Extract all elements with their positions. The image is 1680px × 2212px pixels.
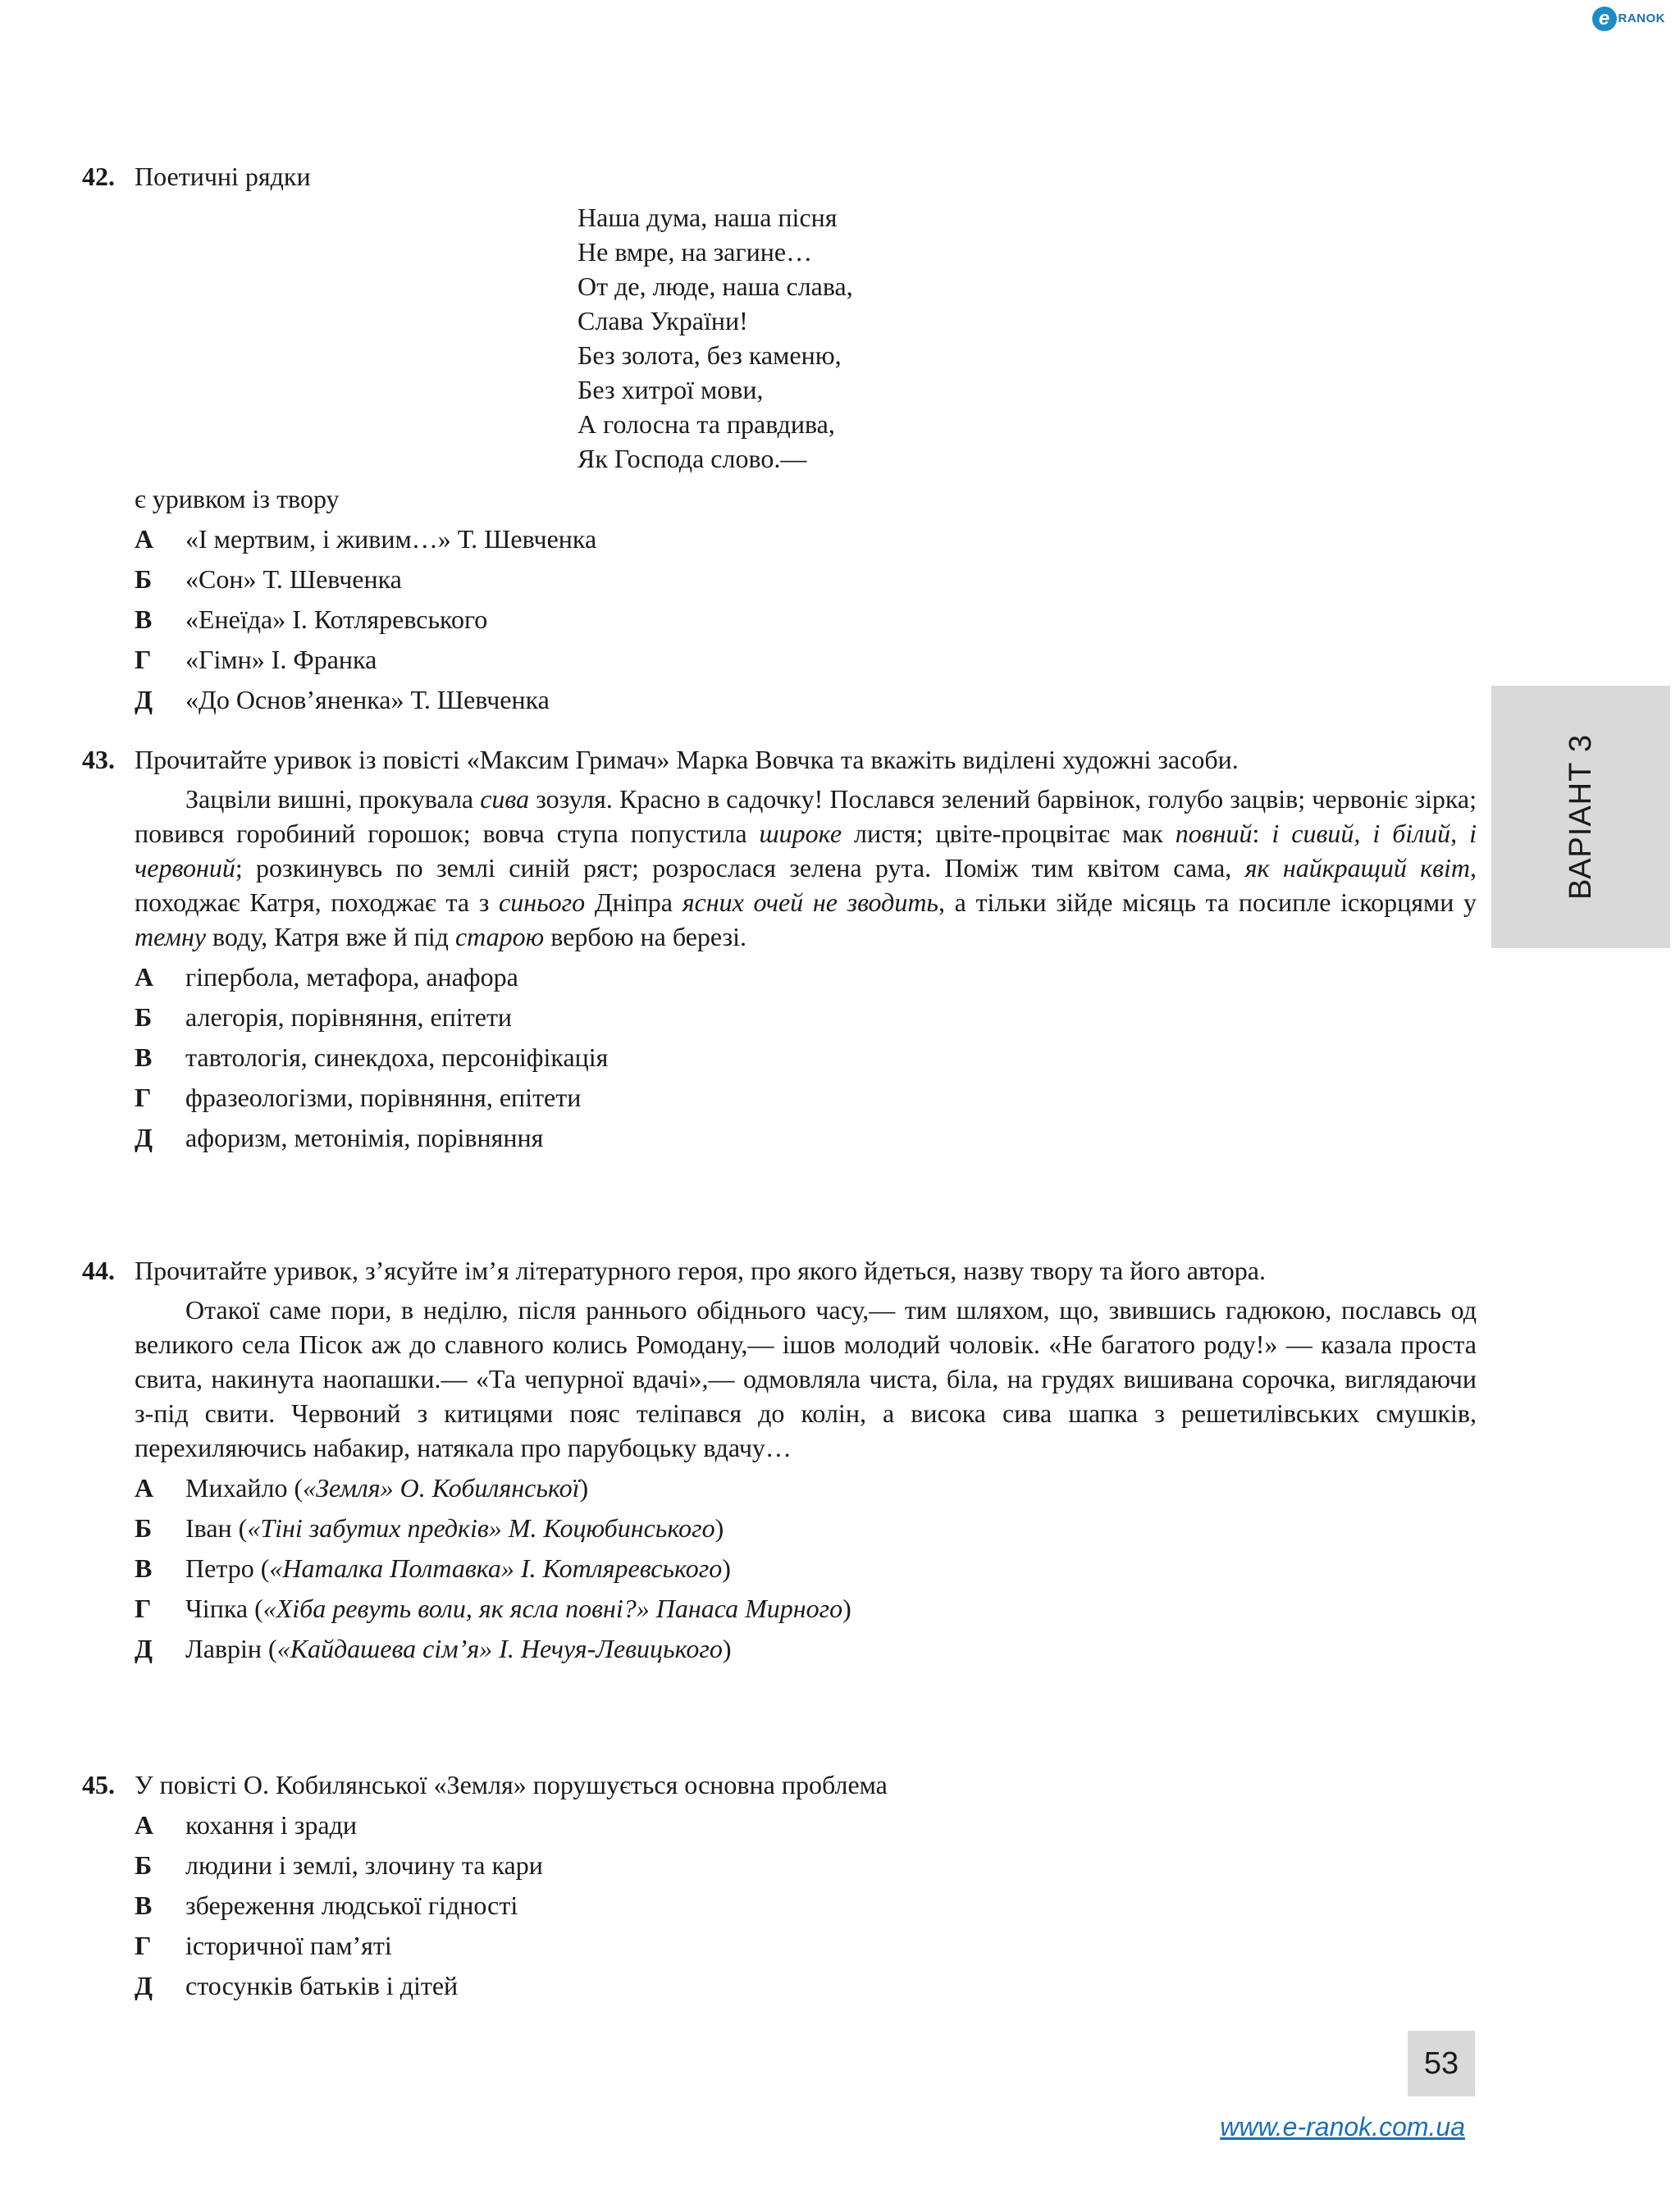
question-number: 43. [82, 745, 115, 774]
answer-option-d[interactable] [135, 682, 1477, 717]
answer-option-h[interactable] [135, 1080, 1477, 1115]
question-text: Прочитайте уривок, з’ясуйте ім’я літературного героя, про якого йдеться, назву твору та його автора. [135, 1256, 1266, 1285]
answer-option-v[interactable] [135, 1040, 1477, 1074]
text-excerpt: Зацвіли вишні, прокувала сива зозуля. Красно в садочку! Послався зелений барвінок, голубо зацвів; червоніє зірка; повився горобиний горошок; вовча ступа попустила широке листя; цвіте-процвітає мак повний: і сивий, і білий, і червоний; розкинувсь по землі синій ряст; розрослася зелена рута. Поміж тим квітом сама, як найкращий квіт, походжає Катря, походжає та з синього Дніпра ясних очей не зводить, а тільки зійде місяць та посипле іскорцями у темну воду, Катря вже й під старою вербою на березі. [135, 784, 1477, 951]
option-letter: А [135, 1810, 154, 1840]
option-letter: А [135, 1473, 154, 1503]
poem [578, 200, 1477, 476]
question-text: Прочитайте уривок із повісті «Максим Гримач» Марка Вовчка та вкажіть виділені художні засоби. [135, 745, 1239, 774]
option-letter: В [135, 1890, 153, 1920]
option-letter: Б [135, 564, 153, 594]
answer-option-h[interactable] [135, 1591, 1477, 1626]
option-text: фразеологізми, порівняння, епітети [185, 1083, 582, 1112]
question-45 [82, 1767, 1477, 2003]
option-text: «І мертвим, і живим…» Т. Шевченка [185, 524, 597, 554]
page-number: 53 [1408, 2031, 1475, 2096]
option-letter: Д [135, 1123, 153, 1152]
question-text: Поетичні рядки [135, 162, 311, 191]
website-link[interactable]: www.e-ranok.com.ua [1220, 2112, 1465, 2141]
option-text: історичної пам’яті [185, 1931, 392, 1960]
answer-option-d[interactable] [135, 1631, 1477, 1666]
highlighted-word: ясних очей не зводить [682, 887, 938, 917]
option-text: «Сон» Т. Шевченка [185, 564, 402, 594]
option-text: Іван («Тіні забутих предків» М. Коцюбинського) [185, 1513, 724, 1543]
option-text: алегорія, порівняння, епітети [185, 1002, 513, 1032]
answer-option-v[interactable] [135, 1551, 1477, 1585]
logo-text: RANOK [1618, 11, 1665, 25]
option-letter: Г [135, 645, 152, 674]
highlighted-word: як найкращий квіт [1244, 853, 1471, 883]
question-44 [82, 1253, 1477, 1666]
variant-label: ВАРІАНТ 3 [1564, 733, 1598, 901]
answer-option-b[interactable] [135, 1511, 1477, 1545]
option-letter: Д [135, 1634, 153, 1663]
option-text: людини і землі, злочину та кари [185, 1850, 543, 1880]
option-text: Михайло («Земля» О. Кобилянської) [185, 1473, 589, 1503]
answer-option-h[interactable] [135, 642, 1477, 677]
variant-tab [1491, 686, 1670, 948]
answer-option-a[interactable] [135, 1471, 1477, 1505]
question-tail: є уривком із твору [135, 484, 340, 513]
option-text: стосунків батьків і дітей [185, 1971, 459, 2000]
option-letter: Г [135, 1594, 152, 1623]
poem-line: Без хитрої мови, [578, 375, 764, 404]
highlighted-word: старою [454, 922, 545, 951]
option-text: афоризм, метонімія, порівняння [185, 1123, 544, 1152]
option-letter: Б [135, 1850, 153, 1880]
option-text: Петро («Наталка Полтавка» І. Котляревського) [185, 1553, 731, 1583]
option-letter: А [135, 962, 154, 992]
option-text: збереження людської гідності [185, 1890, 518, 1920]
poem-line: Наша дума, наша пісня [578, 203, 838, 232]
poem-line: От де, люде, наша слава, [578, 271, 853, 301]
question-number: 45. [82, 1770, 115, 1799]
highlighted-word: темну [135, 922, 207, 951]
option-letter: Б [135, 1513, 153, 1543]
option-text: Лаврін («Кайдашева сім’я» І. Нечуя-Левицького) [185, 1634, 732, 1663]
answer-option-a[interactable] [135, 522, 1477, 556]
option-text: «Енеїда» І. Котляревського [185, 604, 488, 634]
answer-option-b[interactable] [135, 562, 1477, 596]
highlighted-word: повний [1175, 819, 1253, 848]
publisher-logo [1592, 2, 1666, 36]
answer-option-b[interactable] [135, 1000, 1477, 1034]
option-text: Чіпка («Хіба ревуть воли, як ясла повні?» Панаса Мирного) [185, 1594, 851, 1623]
option-letter: В [135, 1553, 153, 1583]
answer-option-h[interactable] [135, 1928, 1477, 1963]
highlighted-word: сива [480, 784, 530, 814]
answer-option-b[interactable] [135, 1848, 1477, 1882]
poem-line: А голосна та правдива, [578, 409, 835, 439]
option-text: «До Основ’яненка» Т. Шевченка [185, 685, 550, 714]
question-42 [82, 159, 1477, 717]
option-text: гіпербола, метафора, анафора [185, 962, 518, 992]
option-letter: Г [135, 1931, 152, 1960]
option-letter: В [135, 604, 153, 634]
logo-e-icon: e [1592, 7, 1617, 31]
option-letter: А [135, 524, 154, 554]
poem-line: Слава України! [578, 306, 748, 335]
poem-line: Без золота, без каменю, [578, 340, 842, 370]
answer-option-v[interactable] [135, 602, 1477, 636]
highlighted-word: широке [759, 819, 842, 848]
poem-line: Не вмре, на загине… [578, 237, 813, 267]
answer-option-d[interactable] [135, 1120, 1477, 1155]
poem-line: Як Господа слово.— [578, 444, 807, 473]
answer-option-d[interactable] [135, 1968, 1477, 2003]
highlighted-word: і сивий, і білий, і червоний [135, 819, 1477, 883]
text-excerpt: Отакої саме пори, в неділю, після раннього обіднього часу,— тим шляхом, що, звившись гадюкою, пославсь од великого села Пісок аж до славного колись Ромодану,— ішов молодий чоловік. «Не багатого роду!» — казала проста свита, накинута наопашки.— «Та чепурної вдачі»,— одмовляла чиста, біла, на грудях вишивана сорочка, виглядаючи з-під свити. Червоний з китицями пояс теліпався до колін, а висока сива шапка з решетилівських смушків, перехиляючись набакир, натякала про парубоцьку вдачу… [135, 1295, 1477, 1462]
option-text: кохання і зради [185, 1810, 358, 1840]
question-number: 44. [82, 1256, 115, 1285]
question-text: У повісті О. Кобилянської «Земля» порушується основна проблема [135, 1770, 888, 1799]
option-text: «Гімн» І. Франка [185, 645, 377, 674]
answer-option-a[interactable] [135, 1808, 1477, 1842]
option-letter: Д [135, 1971, 153, 2000]
option-letter: Б [135, 1002, 153, 1032]
option-letter: В [135, 1042, 153, 1072]
highlighted-word: синього [499, 887, 586, 917]
answer-option-v[interactable] [135, 1888, 1477, 1922]
question-43 [82, 742, 1477, 1155]
question-number: 42. [82, 162, 115, 191]
option-letter: Г [135, 1083, 152, 1112]
answer-option-a[interactable] [135, 960, 1477, 994]
option-letter: Д [135, 685, 153, 714]
option-text: тавтологія, синекдоха, персоніфікація [185, 1042, 609, 1072]
